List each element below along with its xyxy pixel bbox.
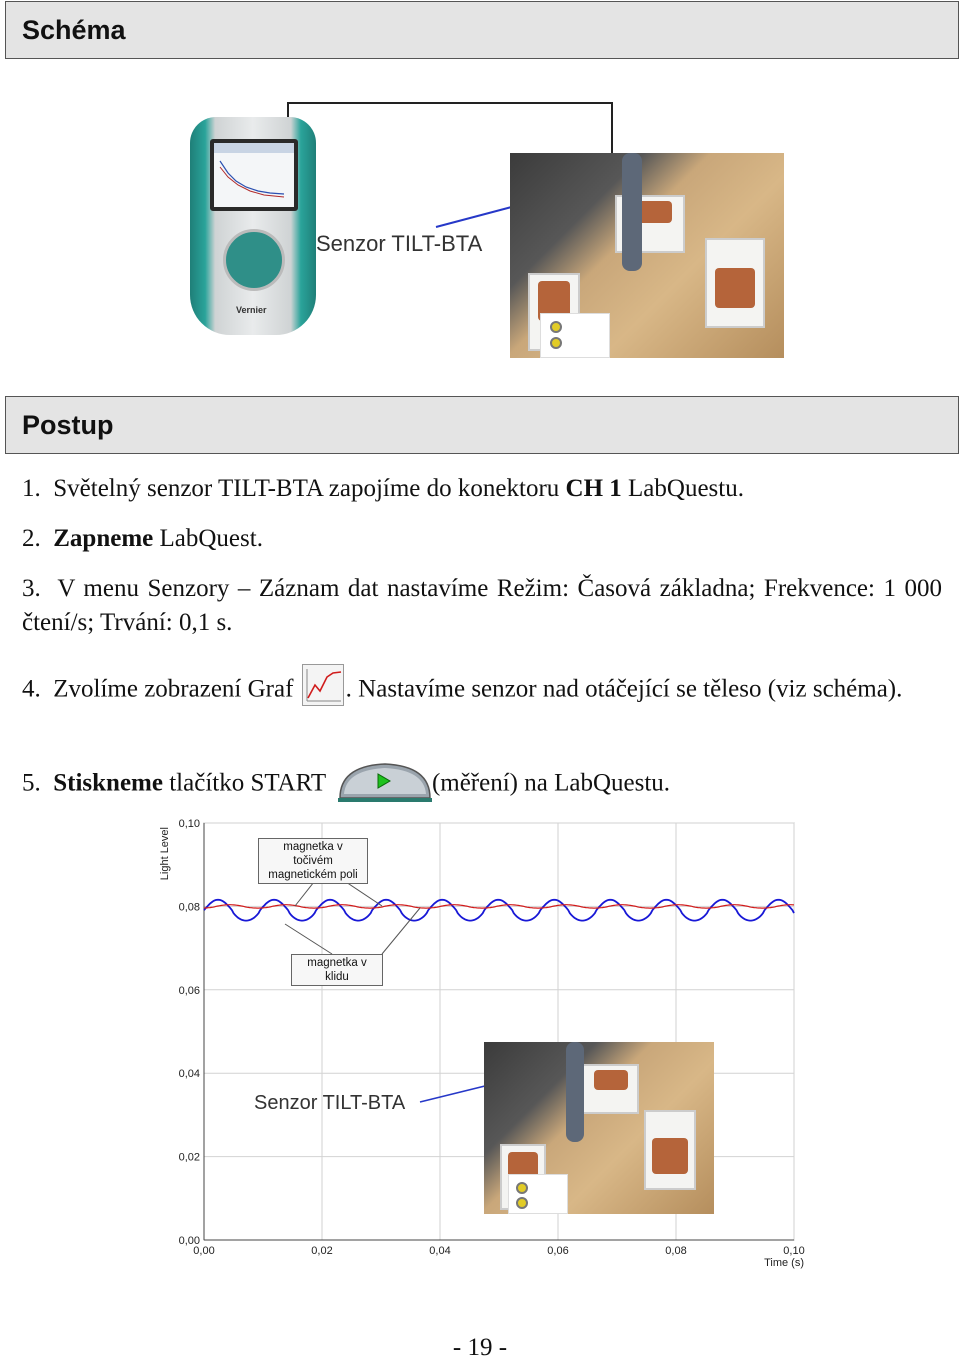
sensor-label: Senzor TILT-BTA [316,231,483,256]
section-header-schema [5,1,959,59]
labquest-keypad-icon [223,229,285,291]
chart-sensor-label: Senzor TILT-BTA [254,1092,406,1114]
tilt-sensor-probe [622,153,642,271]
x-axis-label: Time (s) [764,1257,804,1269]
step-text: tlačítko START [162,769,326,797]
schema-figure [180,95,800,365]
start-button-icon[interactable] [338,760,432,802]
connector-dot [516,1182,528,1194]
experiment-photo [510,153,784,358]
y-tick-label: 0,08 [178,901,200,914]
step-text: LabQuest. [153,525,263,552]
x-tick-label: 0,06 [547,1245,569,1257]
y-tick-label: 0,00 [178,1235,200,1247]
step-3 [22,572,942,640]
x-tick-label: 0,00 [193,1245,215,1257]
y-tick-label: 0,04 [178,1068,200,1081]
connector-dot [550,337,562,349]
tilt-sensor-probe [566,1042,584,1142]
step-bold: CH 1 [565,475,622,502]
y-tick-label: 0,02 [178,1151,200,1164]
y-tick-label: 0,10 [178,818,200,830]
x-tick-label: 0,04 [429,1245,451,1257]
section-header-postup [5,396,959,454]
chart-svg [150,812,815,1274]
x-tick-label: 0,10 [783,1245,805,1257]
step-1 [22,472,942,506]
step-bold: Stiskneme [53,769,163,797]
section-title: Schéma [22,15,126,45]
step-text: . Nastavíme senzor nad otáčející se těleso (viz schéma). [345,675,903,703]
connector-dot [550,321,562,333]
step-text: (měření) na LabQuestu. [431,769,671,797]
experiment-photo-inset [484,1042,714,1214]
coil [652,1138,688,1174]
x-tick-label: 0,02 [311,1245,333,1257]
x-tick-label: 0,08 [665,1245,687,1257]
step-2 [22,522,942,556]
labquest-brand: Vernier [236,305,267,315]
step-text: LabQuestu. [621,475,744,502]
labquest-screen [210,139,298,211]
step-number: 3. [22,575,41,602]
coil [594,1070,628,1090]
callout-rest: magnetka v klidu [291,954,383,986]
step-number: 5. [22,769,41,797]
connector-box [540,313,610,358]
y-axis-label: Light Level [159,827,171,881]
step-text: Zvolíme zobrazení Graf [53,675,294,703]
callout-rotating: magnetka v točivém magnetickém poli [258,838,368,884]
step-bold: Zapneme [53,525,154,552]
connector-dot [516,1197,528,1209]
step-text: V menu Senzory – Záznam dat nastavíme Režim: Časová základna; Frekvence: 1 000 čtení/s; Trvání: 0,1 s. [22,575,942,636]
step-5 [22,764,942,806]
coil [715,268,755,308]
step-number: 4. [22,675,41,703]
page-number: - 19 - [452,1334,508,1361]
labquest-screen-graph-icon [214,143,294,207]
y-tick-label: 0,06 [178,984,200,997]
step-number: 1. [22,475,41,502]
step-text: Světelný senzor TILT-BTA zapojíme do konektoru [53,475,566,502]
section-title: Postup [22,410,114,440]
step-4 [22,670,942,712]
step-number: 2. [22,525,41,552]
connector-box [508,1174,568,1214]
graph-view-icon[interactable] [302,664,344,706]
labquest-device [190,117,316,335]
light-level-chart [150,812,815,1274]
